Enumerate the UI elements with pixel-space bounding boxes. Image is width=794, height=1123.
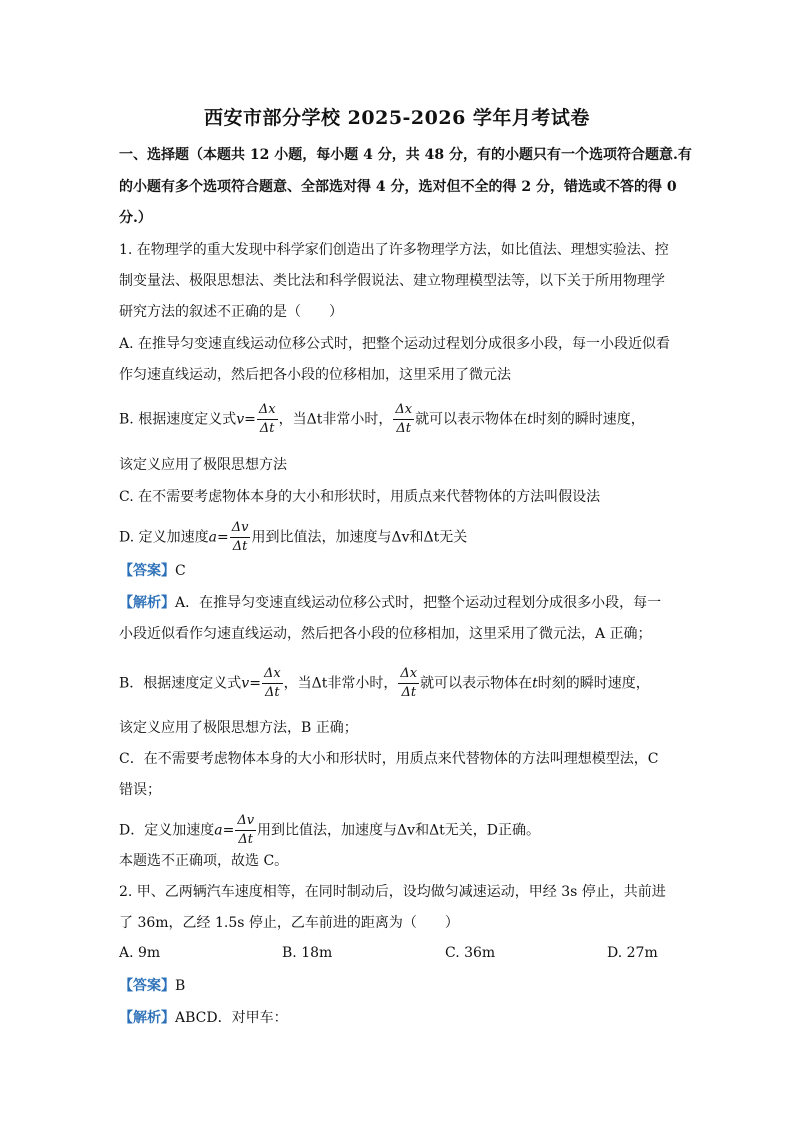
- fraction-denominator: Δt: [238, 832, 253, 847]
- q1-analysis-b-line-1: [119, 665, 650, 702]
- fraction-denominator: Δt: [259, 421, 275, 436]
- fraction-denominator: Δt: [264, 685, 280, 700]
- analysis-b-pre: B．根据速度定义式: [119, 675, 242, 692]
- q1-analysis-d: [119, 812, 540, 849]
- q1-option-a-line-2: 作匀速直线运动，然后把各小段的位移相加，这里采用了微元法: [119, 367, 511, 383]
- answer-tag: 【答案】: [119, 563, 175, 579]
- q1-option-b-tail: 时刻的瞬时速度，: [532, 411, 645, 428]
- q2-stem-line-2: 了 36m，乙经 1.5s 停止，乙车前进的距离为（ ）: [119, 915, 459, 931]
- q1-stem-line-3: 研究方法的叙述不正确的是（ ）: [119, 304, 343, 320]
- analysis-d-post: 用到比值法，加速度与Δv和Δt无关，D正确。: [257, 822, 541, 839]
- q1-option-d-post: 用到比值法，加速度与Δv和Δt无关: [251, 529, 468, 546]
- answer-tag: 【答案】: [119, 978, 175, 994]
- fraction-numerator: Δv: [230, 519, 251, 538]
- analysis-tag: 【解析】: [119, 595, 175, 611]
- section-instructions-line-2: 的小题有多个选项符合题意、全部选对得 4 分，选对但不全的得 2 分，错选或不答的得 0: [119, 179, 677, 195]
- q1-option-d-pre: D. 定义加速度: [119, 529, 209, 546]
- analysis-tag: 【解析】: [119, 1010, 175, 1026]
- section-instructions-line-3: 分.）: [119, 210, 152, 226]
- q2-analysis: [119, 1008, 288, 1028]
- q1-analysis-c-line-1: C．在不需要考虑物体本身的大小和形状时，用质点来代替物体的方法叫理想模型法，C: [119, 751, 659, 767]
- analysis-text: A．在推导匀变速直线运动位移公式时，把整个运动过程划分成很多小段，每一: [175, 595, 662, 611]
- analysis-d-pre: D．定义加速度: [119, 822, 215, 839]
- q1-option-b-fraction-2: [393, 401, 414, 438]
- fraction-numerator: Δv: [235, 812, 256, 831]
- q1-option-b-fraction: [257, 401, 278, 438]
- analysis-b-t: t: [532, 675, 538, 692]
- fraction-numerator: Δx: [398, 665, 419, 684]
- analysis-text: ABCD．对甲车：: [175, 1010, 288, 1026]
- section-instructions-line-1: 一、选择题（本题共 12 小题，每小题 4 分，共 48 分，有的小题只有一个选项符合题意.有: [119, 147, 692, 163]
- q1-stem-line-2: 制变量法、极限思想法、类比法和科学假说法、建立物理模型法等，以下关于所用物理学: [119, 273, 665, 289]
- analysis-d-a-eq: a=: [214, 822, 235, 839]
- analysis-b-tail: 时刻的瞬时速度，: [537, 675, 650, 692]
- q1-stem-line-1: 1. 在物理学的重大发现中科学家们创造出了许多物理学方法，如比值法、理想实验法、控: [119, 242, 669, 258]
- q1-option-c: C. 在不需要考虑物体本身的大小和形状时，用质点来代替物体的方法叫假设法: [119, 489, 601, 505]
- q1-option-b-v-eq: v=: [236, 411, 256, 428]
- analysis-b-fraction: [262, 665, 283, 702]
- analysis-b-fraction-2: [398, 665, 419, 702]
- fraction-denominator: Δt: [232, 539, 248, 554]
- answer-value: C: [175, 563, 186, 579]
- q1-option-b-post: 就可以表示物体在: [415, 411, 528, 428]
- q1-option-d-a-eq: a=: [208, 529, 229, 546]
- q1-option-b-line-2: 该定义应用了极限思想方法: [119, 457, 287, 473]
- q1-option-b-mid: ，当Δt非常小时，: [278, 411, 393, 428]
- q1-option-d-fraction: [230, 519, 251, 556]
- fraction-numerator: Δx: [262, 665, 283, 684]
- analysis-d-fraction: [235, 812, 256, 849]
- q1-conclusion: 本题选不正确项，故选 C。: [119, 853, 289, 869]
- page-title: 西安市部分学校 2025-2026 学年月考试卷: [204, 107, 590, 129]
- analysis-b-post: 就可以表示物体在: [420, 675, 533, 692]
- q1-option-b-t: t: [527, 411, 533, 428]
- fraction-numerator: Δx: [257, 401, 278, 420]
- fraction-denominator: Δt: [396, 421, 411, 436]
- analysis-b-mid: ，当Δt非常小时，: [283, 675, 398, 692]
- fraction-denominator: Δt: [401, 685, 417, 700]
- q1-analysis-a-line-1: [119, 593, 661, 613]
- answer-value: B: [175, 978, 186, 994]
- q1-analysis-b-line-2: 该定义应用了极限思想方法，B 正确；: [119, 720, 358, 736]
- q1-option-b-pre: B. 根据速度定义式: [119, 411, 237, 428]
- q1-option-a-line-1: A. 在推导匀变速直线运动位移公式时，把整个运动过程划分成很多小段，每一小段近似看: [119, 336, 671, 352]
- q1-option-d: [119, 519, 467, 556]
- q2-option-d: D. 27m: [607, 945, 658, 961]
- q2-option-a: A. 9m: [119, 945, 161, 961]
- q1-analysis-a-line-2: 小段近似看作匀速直线运动，然后把各小段的位移相加，这里采用了微元法，A 正确；: [119, 626, 652, 642]
- q1-analysis-c-line-2: 错误；: [119, 782, 161, 798]
- fraction-numerator: Δx: [393, 401, 414, 420]
- q1-option-b-line-1: [119, 401, 645, 438]
- analysis-b-v-eq: v=: [241, 675, 261, 692]
- q2-option-b: B. 18m: [282, 945, 333, 961]
- q2-answer: [119, 976, 185, 996]
- q1-answer: [119, 561, 186, 581]
- q2-stem-line-1: 2. 甲、乙两辆汽车速度相等，在同时制动后，设均做匀减速运动，甲经 3s 停止，共前进: [119, 884, 666, 900]
- q2-option-c: C. 36m: [445, 945, 496, 961]
